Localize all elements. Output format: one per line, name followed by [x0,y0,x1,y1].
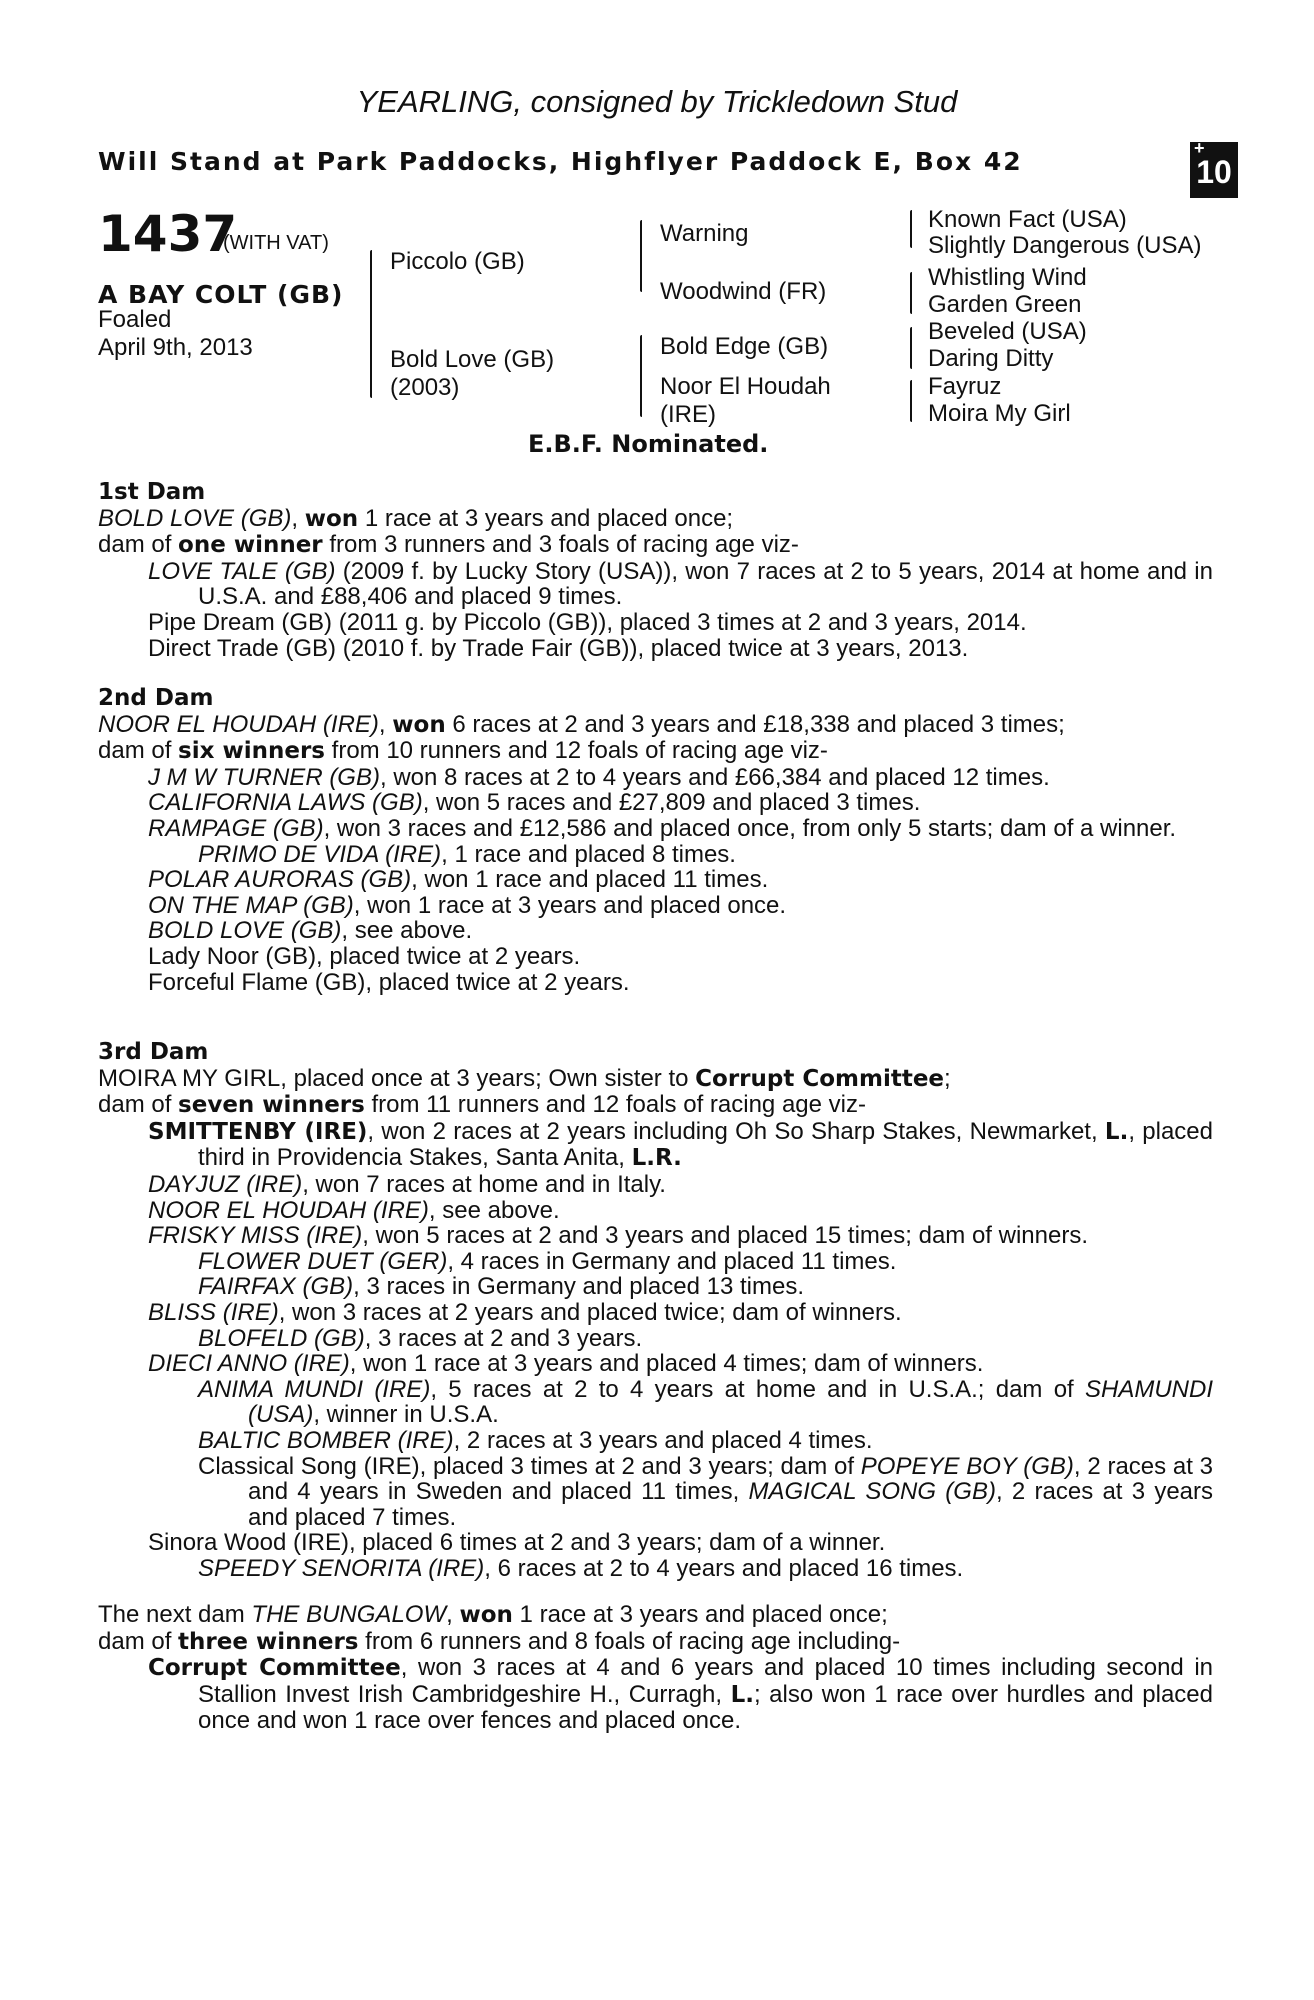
pedigree-brace-dam [640,335,642,417]
sire-dam: Woodwind (FR) [660,278,827,305]
list-item: POLAR AURORAS (GB), won 1 race and placed 11 times. [148,866,769,894]
pedigree-brace-sd [910,272,912,314]
second-dam-line: NOOR EL HOUDAH (IRE), won 6 races at 2 and 3 years and £18,338 and placed 3 times; [98,710,1065,738]
list-item: Classical Song (IRE), placed 3 times at 2 and 3 years; dam of POPEYE BOY (GB), 2 races at 3 and 4 years in Sweden and placed 11 times, MAGICAL SONG (GB), 2 races at 3 years and placed 7 times. [198,1452,1214,1531]
dam-dam-country: (IRE) [660,401,716,428]
list-item: RAMPAGE (GB), won 3 races and £12,586 and placed once, from only 5 starts; dam of a winner. [148,814,1177,842]
dsd: Daring Ditty [928,345,1054,372]
third-dam-heading: 3rd Dam [98,1039,209,1065]
list-item: Corrupt Committee, won 3 races at 4 and 6 years and placed 10 times including second in Stallion Invest Irish Cambridgeshire H., Curragh, L.; also won 1 race over hurdles and placed once and won 1 race over fences and placed once. [148,1654,1214,1735]
lot-number: 1437 [98,205,238,263]
first-dam-heading: 1st Dam [98,479,206,505]
third-dam-produce-line: dam of seven winners from 11 runners and 12 foals of racing age viz- [98,1091,866,1119]
list-item: BLISS (IRE), won 3 races at 2 years and placed twice; dam of winners. [148,1298,902,1326]
ebf-note: E.B.F. Nominated. [528,430,769,458]
dam-year: (2003) [390,374,460,401]
list-item: FRISKY MISS (IRE), won 5 races at 2 and 3 years and placed 15 times; dam of winners. [148,1222,1088,1250]
list-item: ANIMA MUNDI (IRE), 5 races at 2 to 4 years at home and in U.S.A.; dam of SHAMUNDI (USA), winner in U.S.A. [198,1375,1213,1429]
list-item: LOVE TALE (GB) (2009 f. by Lucky Story (USA)), won 7 races at 2 to 5 years, 2014 at home and in U.S.A. and £88,406 and placed 9 times. [148,557,1213,611]
list-item: DIECI ANNO (IRE), won 1 race at 3 years and placed 4 times; dam of winners. [148,1350,984,1378]
next-dam-produce-line: dam of three winners from 6 runners and 8 foals of racing age including- [98,1627,901,1655]
pedigree-brace-main [370,250,372,398]
list-item: CALIFORNIA LAWS (GB), won 5 races and £27,809 and placed 3 times. [148,789,921,817]
list-item: Pipe Dream (GB) (2011 g. by Piccolo (GB)), placed 3 times at 2 and 3 years, 2014. [148,608,1027,636]
dam-dam: Noor El Houdah [660,373,831,400]
ssd: Slightly Dangerous (USA) [928,232,1202,259]
second-dam-heading: 2nd Dam [98,685,214,711]
pedigree-brace-ds [910,327,912,369]
pedigree-brace-dd [910,380,912,422]
list-item: J M W TURNER (GB), won 8 races at 2 to 4 years and £66,384 and placed 12 times. [148,763,1050,791]
list-item: ON THE MAP (GB), won 1 race at 3 years and placed once. [148,891,787,919]
consignor-line: YEARLING, consigned by Trickledown Stud [356,84,958,119]
list-item: BLOFELD (GB), 3 races at 2 and 3 years. [198,1324,643,1352]
next-dam-section [98,1602,1213,1734]
dam: Bold Love (GB) [390,346,555,373]
list-item: DAYJUZ (IRE), won 7 races at home and in Italy. [148,1170,666,1198]
foaled-label: Foaled [98,306,172,333]
list-item: Sinora Wood (IRE), placed 6 times at 2 and 3 years; dam of a winner. [148,1529,886,1557]
list-item: PRIMO DE VIDA (IRE), 1 race and placed 8 times. [198,840,736,868]
lot-name: A BAY COLT (GB) [98,280,344,309]
list-item: BOLD LOVE (GB), see above. [148,917,473,945]
pedigree-brace-ss [910,210,912,248]
list-item: BALTIC BOMBER (IRE), 2 races at 3 years and placed 4 times. [198,1426,873,1454]
sss: Known Fact (USA) [928,206,1127,233]
list-item: Forceful Flame (GB), placed twice at 2 years. [148,968,630,996]
third-dam-section [98,1040,1213,1581]
vat-note: (WITH VAT) [223,232,329,254]
second-dam-produce-line: dam of six winners from 10 runners and 12 foals of racing age viz- [98,737,828,765]
sds: Whistling Wind [928,264,1087,291]
third-dam-line: MOIRA MY GIRL, placed once at 3 years; Own sister to Corrupt Committee; [98,1064,951,1092]
next-dam-line: The next dam THE BUNGALOW, won 1 race at 3 years and placed once; [98,1601,888,1628]
first-dam-line: BOLD LOVE (GB), won 1 race at 3 years and placed once; [98,504,734,532]
dss: Beveled (USA) [928,318,1087,345]
ddd: Moira My Girl [928,400,1071,427]
first-dam-produce-line: dam of one winner from 3 runners and 3 foals of racing age viz- [98,531,799,559]
foaled-date: April 9th, 2013 [98,334,253,361]
sire: Piccolo (GB) [390,248,525,275]
dds: Fayruz [928,373,1002,400]
badge-number: 10 [1196,154,1232,190]
dam-sire: Bold Edge (GB) [660,333,829,360]
second-dam-section [98,686,1213,995]
list-item: FLOWER DUET (GER), 4 races in Germany and placed 11 times. [198,1247,897,1275]
first-dam-section [98,480,1213,661]
foaled-info [98,306,253,362]
list-item: Lady Noor (GB), placed twice at 2 years. [148,942,581,970]
stand-location: Will Stand at Park Paddocks, Highflyer Paddock E, Box 42 [98,147,1023,176]
lot-badge-icon [1190,138,1238,198]
list-item: NOOR EL HOUDAH (IRE), see above. [148,1196,560,1224]
list-item: Direct Trade (GB) (2010 f. by Trade Fair (GB)), placed twice at 3 years, 2013. [148,634,969,662]
sdd: Garden Green [928,291,1082,318]
list-item: SPEEDY SENORITA (IRE), 6 races at 2 to 4 years and placed 16 times. [198,1554,964,1582]
pedigree-brace-sire [640,220,642,292]
list-item: FAIRFAX (GB), 3 races in Germany and placed 13 times. [198,1273,804,1301]
badge-plus: + [1194,138,1205,158]
sire-sire: Warning [660,220,749,247]
list-item: SMITTENBY (IRE), won 2 races at 2 years including Oh So Sharp Stakes, Newmarket, L., placed third in Providencia Stakes, Santa Anita, L.R. [148,1117,1213,1172]
